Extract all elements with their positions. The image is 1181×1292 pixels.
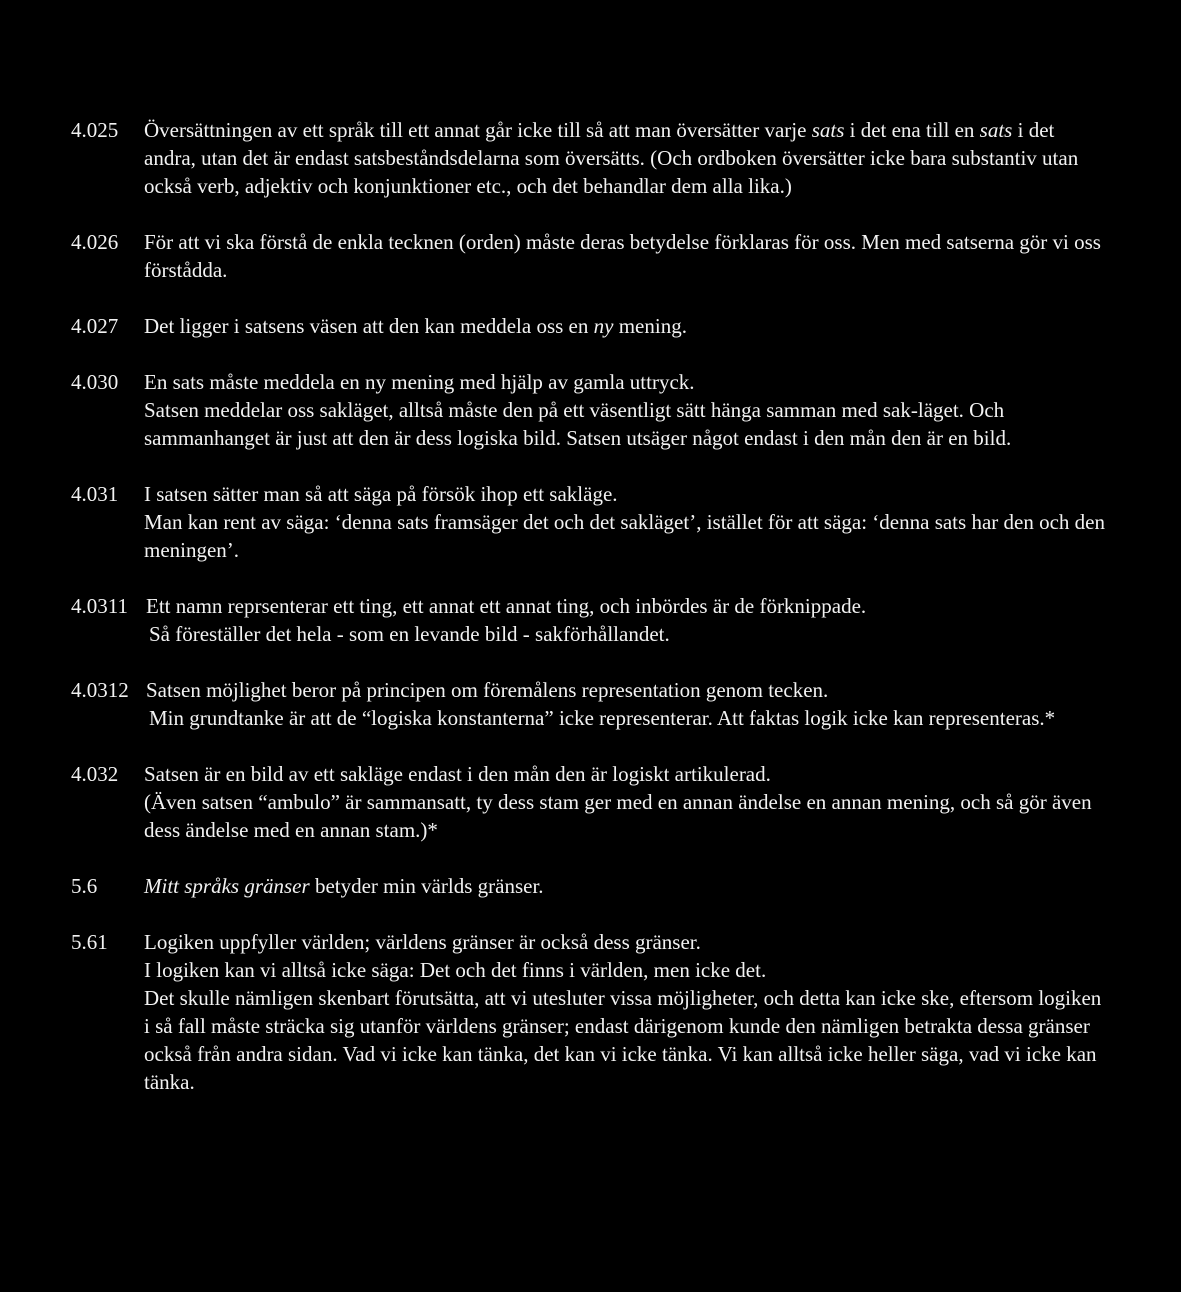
paragraph — [144, 872, 1111, 900]
entry-4-026 — [71, 228, 1111, 284]
entry-number: 4.030 — [71, 370, 119, 394]
paragraph: Satsen möjlighet beror på principen om föremålens representation genom tecken. — [146, 678, 829, 702]
paragraph: I satsen sätter man så att säga på försök ihop ett sakläge. — [144, 482, 618, 506]
paragraph: För att vi ska förstå de enkla tecknen (orden) måste deras betydelse förklaras för oss. Men med satserna gör vi oss förstådda. — [144, 230, 1101, 282]
text-span: i det andra, utan det är endast satsbeståndsdelarna som översätts. (Och ordboken översätter icke bara substantiv utan också verb, adjektiv och konjunktioner etc., och det behandlar dem alla lika.) — [144, 118, 1079, 198]
text-span: betyder min världs gränser. — [309, 874, 544, 898]
entry-body — [144, 228, 1111, 284]
emphasis: sats — [979, 118, 1013, 142]
entry-body — [144, 368, 1111, 452]
emphasis: sats — [811, 118, 845, 142]
emphasis: Mitt språks gränser — [144, 874, 310, 898]
entry-body — [144, 480, 1111, 564]
paragraph: (Även satsen “ambulo” är sammansatt, ty dess stam ger med en annan ändelse en annan mening, och så gör även dess ändelse med en annan stam.)* — [144, 790, 1092, 842]
entry-4-031 — [71, 480, 1111, 564]
entry-body — [144, 312, 1111, 340]
paragraph: Satsen är en bild av ett sakläge endast i den mån den är logiskt artikulerad. — [144, 762, 771, 786]
paragraph: Det skulle nämligen skenbart förutsätta, att vi utesluter vissa möjligheter, och detta kan icke ske, eftersom logiken i så fall måste sträcka sig utanför världens gränser; endast därigenom kunde den nämligen betrakta dessa gränser också från andra sidan. Vad vi icke kan tänka, det kan vi icke tänka. Vi kan alltså icke heller säga, vad vi icke kan tänka. — [144, 986, 1102, 1094]
entry-number: 5.6 — [71, 874, 98, 898]
text-span: Översättningen av ett språk till ett annat går icke till så att man översätter varje — [144, 118, 812, 142]
paragraph — [144, 116, 1111, 200]
entry-number: 4.031 — [71, 482, 119, 506]
paragraph: Min grundtanke är att de “logiska konstanterna” icke representerar. Att faktas logik icke kan representeras.* — [149, 706, 1056, 730]
entry-body — [144, 928, 1111, 1096]
entry-body — [146, 592, 1111, 648]
text-span: mening. — [613, 314, 687, 338]
entry-4-0312 — [71, 676, 1111, 732]
entry-body — [146, 676, 1111, 732]
emphasis: ny — [593, 314, 614, 338]
entry-5-6 — [71, 872, 1111, 900]
entry-number: 4.025 — [71, 118, 119, 142]
entry-4-0311 — [71, 592, 1111, 648]
entry-number: 4.0311 — [71, 594, 128, 618]
text-span: i det ena till en — [844, 118, 980, 142]
paragraph: I logiken kan vi alltså icke säga: Det och det finns i världen, men icke det. — [144, 958, 767, 982]
entry-number: 4.032 — [71, 762, 119, 786]
document-text — [71, 116, 1111, 1124]
entry-5-61 — [71, 928, 1111, 1096]
paragraph — [144, 312, 1111, 340]
entry-number: 4.0312 — [71, 678, 129, 702]
entry-number: 4.027 — [71, 314, 119, 338]
paragraph: Ett namn reprsenterar ett ting, ett annat ett annat ting, och inbördes är de förknippade. — [146, 594, 867, 618]
entry-body — [144, 872, 1111, 900]
entry-number: 5.61 — [71, 930, 108, 954]
entry-number: 4.026 — [71, 230, 119, 254]
entry-4-025 — [71, 116, 1111, 200]
entry-body — [144, 116, 1111, 200]
paragraph: En sats måste meddela en ny mening med hjälp av gamla uttryck. — [144, 370, 695, 394]
paragraph: Logiken uppfyller världen; världens gränser är också dess gränser. — [144, 930, 701, 954]
entry-4-030 — [71, 368, 1111, 452]
paragraph: Man kan rent av säga: ‘denna sats framsäger det och det sakläget’, istället för att säga: ‘denna sats har den och den meningen’. — [144, 510, 1105, 562]
paragraph: Så föreställer det hela - som en levande bild - sakförhållandet. — [149, 622, 670, 646]
paragraph: Satsen meddelar oss sakläget, alltså måste den på ett väsentligt sätt hänga samman med sak-läget. Och sammanhanget är just att den är dess logiska bild. Satsen utsäger något endast i den mån den är en bild. — [144, 398, 1012, 450]
entry-4-027 — [71, 312, 1111, 340]
entry-4-032 — [71, 760, 1111, 844]
text-span: Det ligger i satsens väsen att den kan meddela oss en — [144, 314, 594, 338]
entry-body — [144, 760, 1111, 844]
